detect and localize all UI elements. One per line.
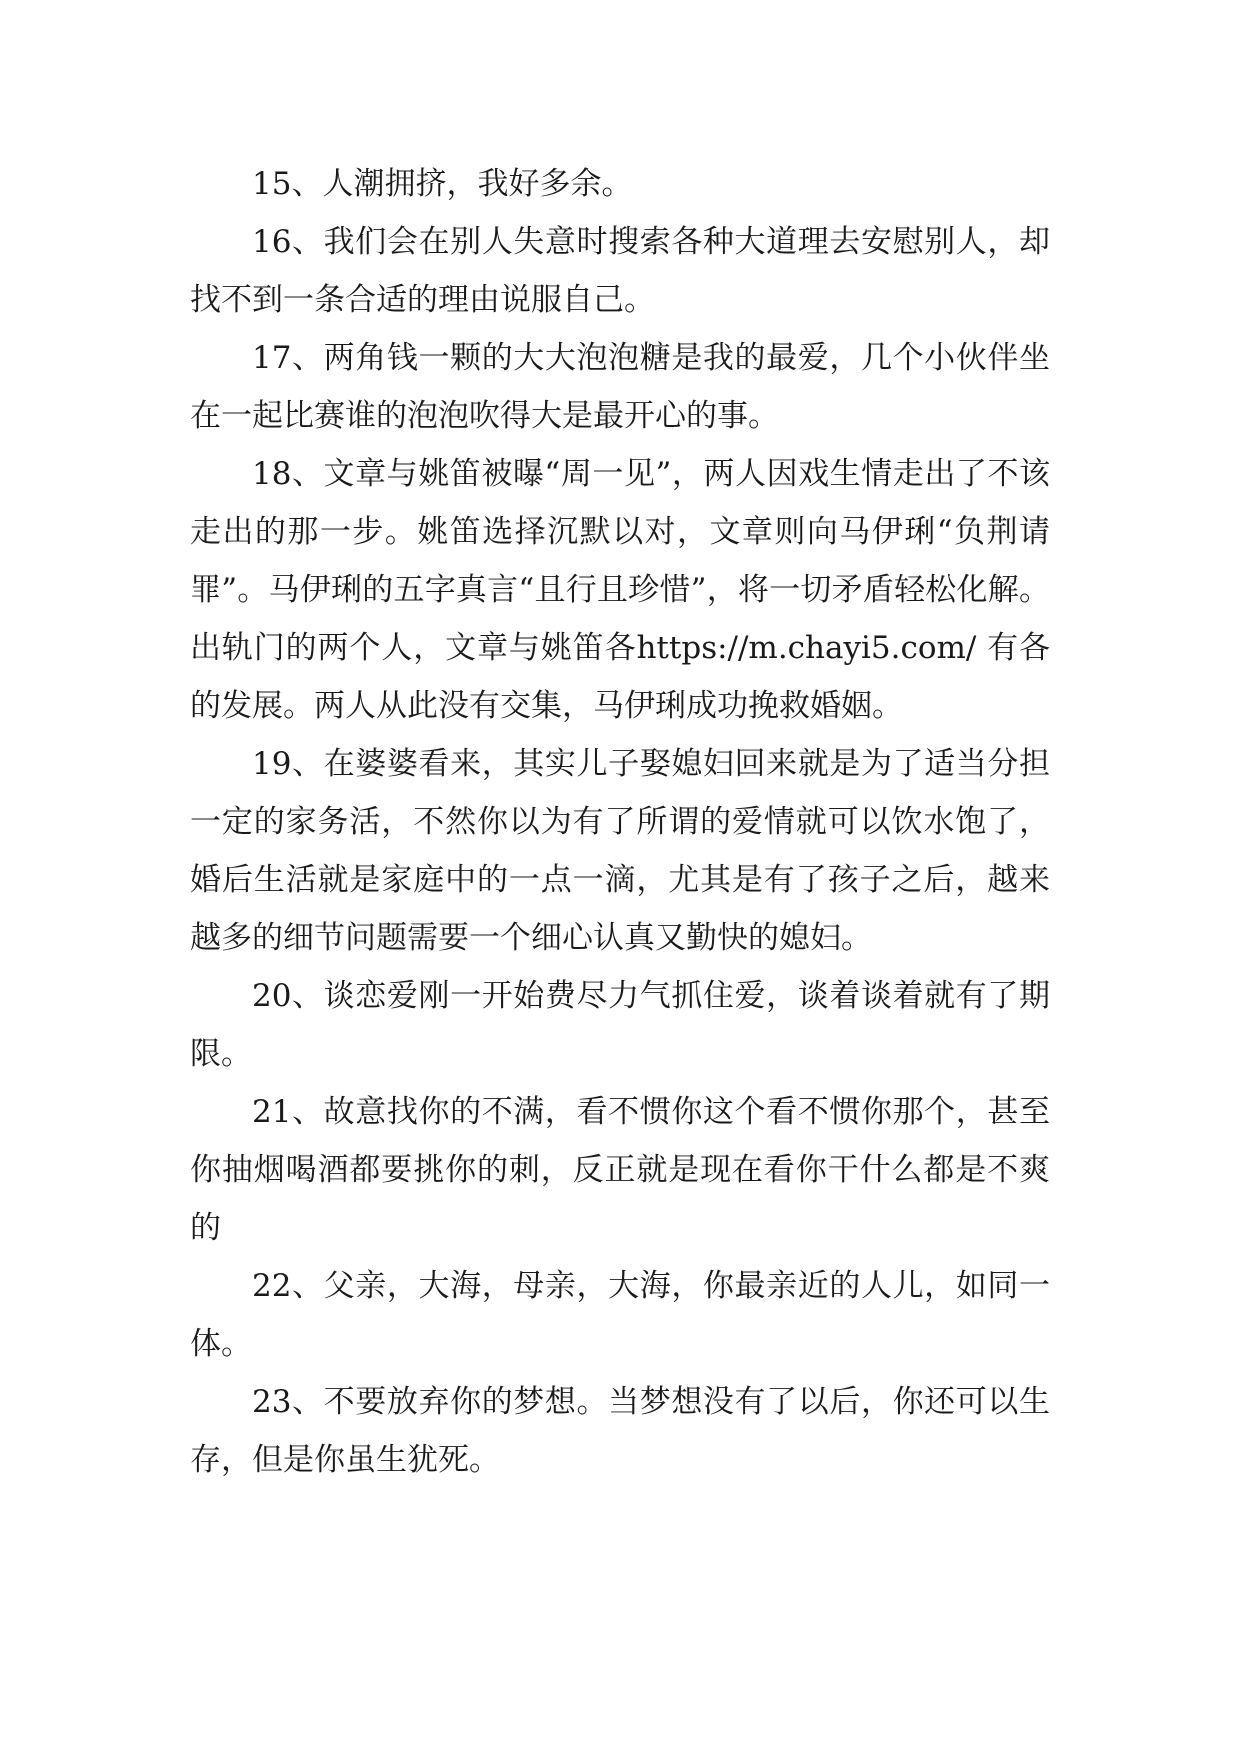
paragraph-22: 22、父亲，大海，母亲，大海，你最亲近的人儿，如同一体。 [190, 1268, 1050, 1362]
document-body [190, 155, 1050, 1489]
paragraph-17: 17、两角钱一颗的大大泡泡糖是我的最爱，几个小伙伴坐在一起比赛谁的泡泡吹得大是最开心的事。 [190, 340, 1050, 434]
paragraph-21: 21、故意找你的不满，看不惯你这个看不惯你那个，甚至你抽烟喝酒都要挑你的刺，反正就是现在看你干什么都是不爽的 [190, 1094, 1050, 1246]
paragraph-23: 23、不要放弃你的梦想。当梦想没有了以后，你还可以生存，但是你虽生犹死。 [190, 1384, 1050, 1478]
paragraph-20: 20、谈恋爱刚一开始费尽力气抓住爱，谈着谈着就有了期限。 [190, 978, 1050, 1072]
paragraph-15: 15、人潮拥挤，我好多余。 [252, 166, 633, 202]
paragraph-16: 16、我们会在别人失意时搜索各种大道理去安慰别人，却找不到一条合适的理由说服自己。 [190, 224, 1050, 318]
paragraph-19: 19、在婆婆看来，其实儿子娶媳妇回来就是为了适当分担一定的家务活，不然你以为有了所谓的爱情就可以饮水饱了，婚后生活就是家庭中的一点一滴，尤其是有了孩子之后，越来越多的细节问题需要一个细心认真又勤快的媳妇。 [190, 746, 1050, 956]
paragraph-18: 18、文章与姚笛被曝“周一见”，两人因戏生情走出了不该走出的那一步。姚笛选择沉默以对，文章则向马伊琍“负荆请罪”。马伊琍的五字真言“且行且珍惜”，将一切矛盾轻松化解。出轨门的两个人，文章与姚笛各https://m.chayi5.com/ 有各的发展。两人从此没有交集，马伊琍成功挽救婚姻。 [190, 456, 1050, 724]
